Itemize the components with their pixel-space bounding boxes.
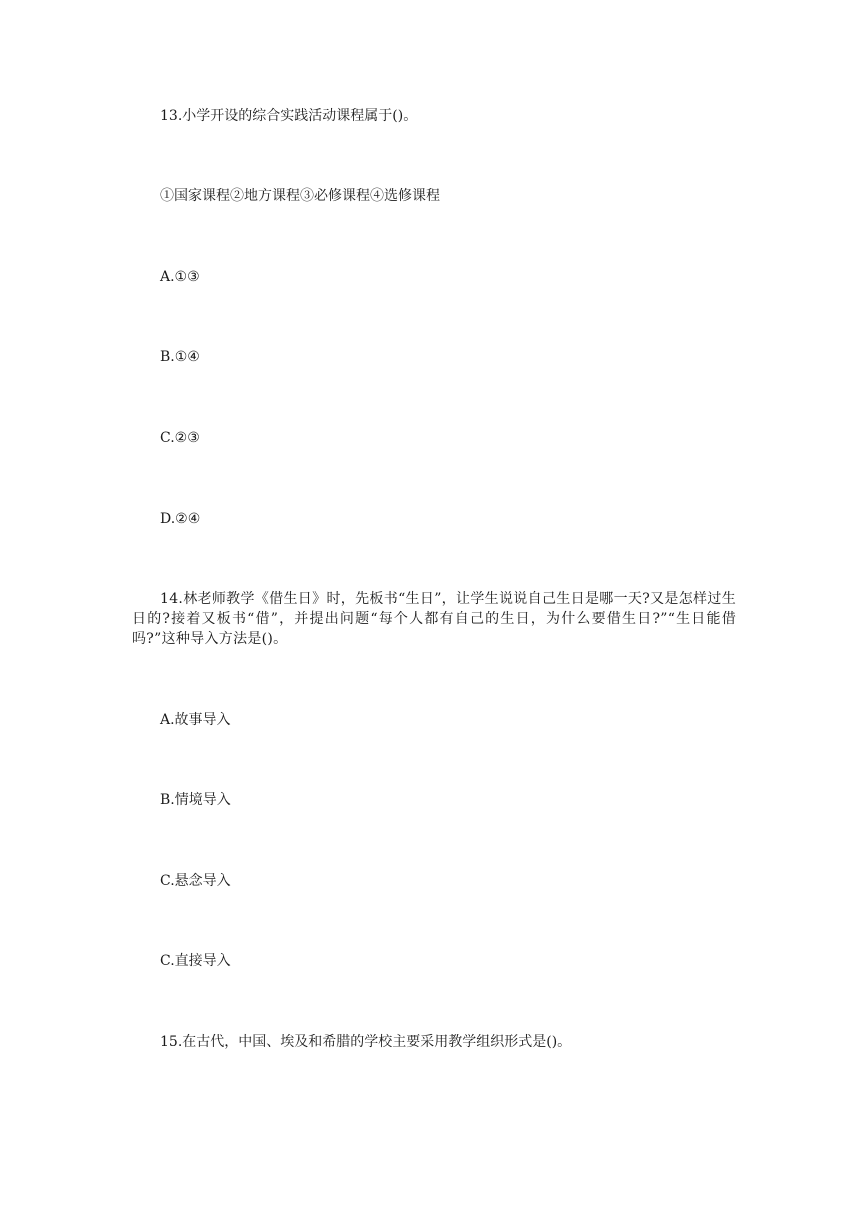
question-14-option-d: C.直接导入 <box>160 953 231 969</box>
question-13-option-d: D.②④ <box>160 511 201 527</box>
question-13-option-a: A.①③ <box>160 269 200 285</box>
question-13-option-c: C.②③ <box>160 430 200 446</box>
question-14-option-c: C.悬念导入 <box>160 873 231 889</box>
question-13-option-b: B.①④ <box>160 349 200 365</box>
question-14-stem: 14.林老师教学《借生日》时，先板书“生日”，让学生说说自己生日是哪一天?又是怎样过生日的?接着又板书“借”，并提出问题“每个人都有自己的生日，为什么要借生日?”“生日能借吗?”这种导入方法是()。 <box>132 591 736 647</box>
question-15-stem: 15.在古代，中国、埃及和希腊的学校主要采用教学组织形式是()。 <box>160 1034 572 1050</box>
question-14-option-b: B.情境导入 <box>160 792 231 808</box>
question-13-stem: 13.小学开设的综合实践活动课程属于()。 <box>160 108 418 124</box>
question-13-items: ①国家课程②地方课程③必修课程④选修课程 <box>160 188 440 204</box>
question-14-option-a: A.故事导入 <box>160 712 231 728</box>
